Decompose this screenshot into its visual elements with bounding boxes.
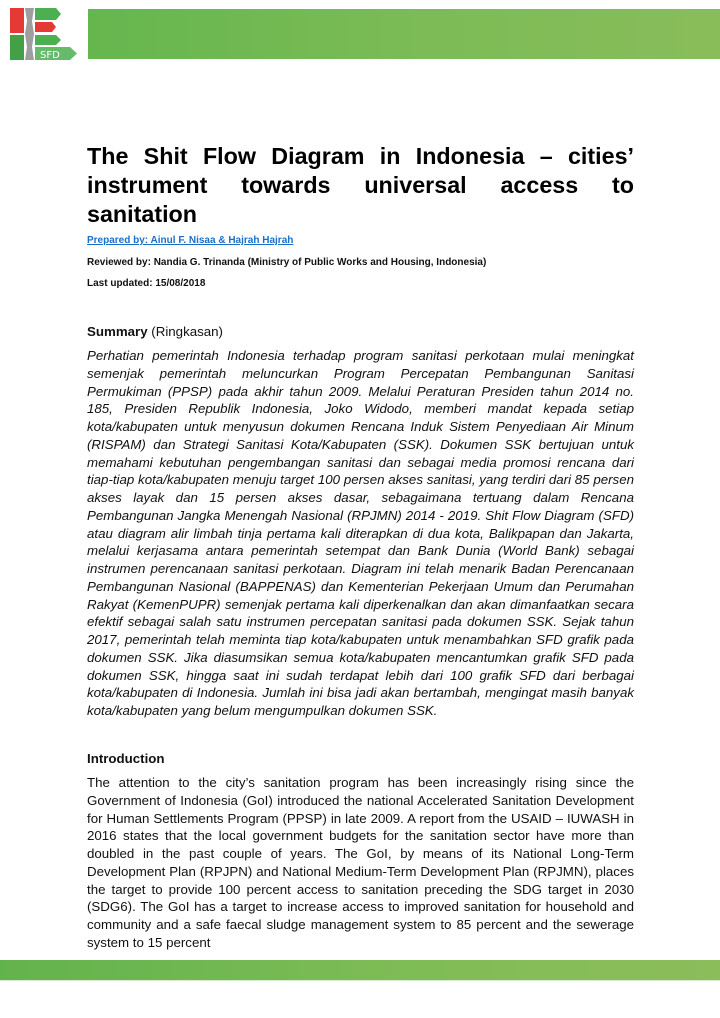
sfd-logo-icon bbox=[10, 8, 78, 60]
sfd-logo bbox=[10, 8, 78, 60]
summary-heading-label: Summary bbox=[87, 324, 148, 339]
title-line-1: The Shit Flow Diagram in Indonesia – cities’ bbox=[87, 143, 634, 169]
header-green-bar bbox=[88, 9, 720, 59]
reviewed-by: Reviewed by: Nandia G. Trinanda (Ministry of Public Works and Housing, Indonesia) bbox=[87, 257, 487, 268]
introduction-paragraph: The attention to the city’s sanitation program has been increasingly rising since the Government of Indonesia (GoI) introduced the national Accelerated Sanitation Development for Human Settlements Program (PPSP) in late 2009. A report from the USAID – IUWASH in 2016 states that the local government budgets for the sanitation sector have more than doubled in the past couple of years. The GoI, by means of its National Long-Term Development Plan (RPJPN) and National Medium-Term Development Plan (RPJMN), places the target to provide 100 percent access to sanitation preceding the SDG target in 2030 (SDG6). The GoI has a target to increase access to improved sanitation for household and community and a safe faecal sludge management system to 85 percent and the sewerage system to 15 percent bbox=[87, 775, 634, 950]
page-title bbox=[87, 142, 634, 229]
prepared-by-link[interactable]: Prepared by: Ainul F. Nisaa & Hajrah Hajrah bbox=[87, 235, 294, 246]
document-body bbox=[87, 142, 634, 950]
summary-heading bbox=[87, 323, 223, 340]
summary-heading-sub: (Ringkasan) bbox=[147, 324, 223, 339]
introduction-heading: Introduction bbox=[87, 751, 165, 766]
summary-paragraph: Perhatian pemerintah Indonesia terhadap program sanitasi perkotaan mulai meningkat semenjak pemerintah meluncurkan Program Percepatan Pembangunan Sanitasi Permukiman (PPSP) pada akhir tahun 2009. Melalui Peraturan Presiden tahun 2014 no. 185, Presiden Republik Indonesia, Joko Widodo, memberi mandat kepada setiap kota/kabupaten untuk menyusun dokumen Rencana Induk Sistem Penyediaan Air Minum (RISPAM) dan Strategi Sanitasi Kota/Kabupaten (SSK). Dokumen SSK bertujuan untuk memahami kebutuhan pengembangan sanitasi dan sebagai media promosi rencana dari tiap-tiap kota/kabupaten menuju target 100 persen akses sanitasi, yang terdiri dari 85 persen akses layak dan 15 persen akses dasar, sebagaimana tertuang dalam Rencana Pembangunan Jangka Menengah Nasional (RPJMN) 2014 - 2019. Shit Flow Diagram (SFD) atau diagram alir limbah tinja pertama kali diterapkan di dua kota, Balikpapan dan Jakarta, melalui kerjasama antara pemerintah setempat dan Bank Dunia (World Bank) sebagai instrumen perencanaan sanitasi perkotaan. Diagram ini telah menarik Badan Perencanaan Pembangunan Nasional (BAPPENAS) dan Kementerian Pekerjaan Umum dan Perumahan Rakyat (KemenPUPR) semenjak pertama kali diperkenalkan dan akan dimanfaatkan secara efektif sebagai salah satu instrumen percepatan sanitasi pada dokumen SSK. Sejak tahun 2017, pemerintah telah meminta tiap kota/kabupaten untuk menambahkan SFD grafik pada dokumen SSK. Jika diasumsikan semua kota/kabupaten mencantumkan grafik SFD pada dokumen SSK, hingga saat ini sudah terdapat lebih dari 100 grafik SFD dari berbagai kota/kabupaten di Indonesia. Jumlah ini bisa jadi akan bertambah, mengingat masih banyak kota/kabupaten yang belum mengumpulkan dokumen SSK. bbox=[87, 348, 634, 718]
logo-text: SFD bbox=[40, 50, 60, 60]
title-line-2: instrument towards universal access to sanitation bbox=[87, 172, 634, 227]
footer-green-bar bbox=[0, 960, 720, 981]
last-updated: Last updated: 15/08/2018 bbox=[87, 278, 206, 289]
